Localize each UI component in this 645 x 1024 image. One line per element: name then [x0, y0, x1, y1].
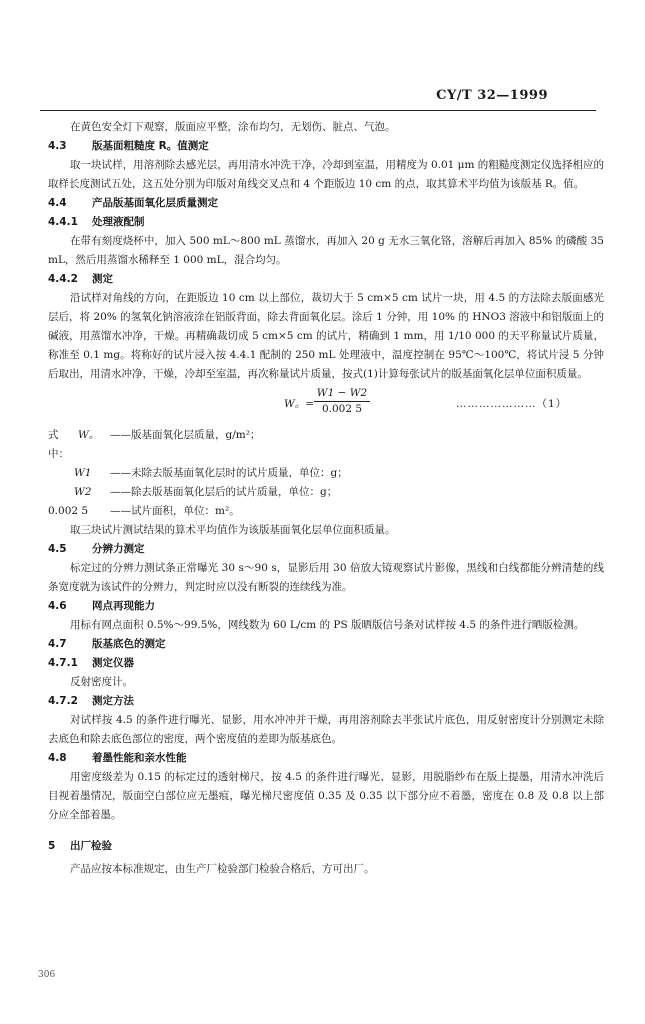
standard-number: CY/T 32—1999	[436, 88, 548, 103]
legend-symbol: W。	[78, 429, 100, 441]
section-title: 版基底色的测定	[92, 638, 166, 650]
paragraph-intro: 在黄色安全灯下观察，版面应平整，涂布均匀，无划伤、脏点、气泡。	[70, 121, 396, 133]
legend-row	[48, 502, 604, 521]
section-4-7-1-heading	[48, 654, 604, 673]
legend-row	[48, 464, 604, 483]
document-body	[48, 118, 604, 879]
paragraph-4-3: 取一块试样，用溶剂除去感光层，再用清水冲洗干净，冷却到室温，用精度为 0.01 μm 的粗糙度测定仪选择相应的取样长度测试五处，这五处分别为印版对角线交叉点和 4 个距版边 10 cm 的点，取其算术平均值为该版基 R。值。	[48, 159, 604, 190]
legend-symbol: W2	[74, 486, 92, 498]
formula-numerator: W1 − W2	[314, 386, 370, 402]
legend-description: ——除去版基面氧化层后的试片质量，单位：g；	[110, 486, 338, 498]
legend-symbol: 0.002 5	[48, 505, 89, 517]
section-title: 产品版基面氧化层质量测定	[92, 197, 218, 209]
section-number: 4.4.2	[48, 273, 78, 285]
section-number: 4.5	[48, 543, 67, 555]
section-title: 处理液配制	[92, 216, 145, 228]
section-4-8-heading	[48, 749, 604, 768]
section-title: 测定	[92, 273, 113, 285]
formula-denominator: 0.002 5	[321, 403, 363, 415]
section-4-4-heading	[48, 194, 604, 213]
section-number: 4.8	[48, 752, 67, 764]
section-number: 4.7.2	[48, 695, 78, 707]
legend-description: ——版基面氧化层质量，g/m²；	[110, 429, 261, 441]
section-number: 4.7	[48, 638, 67, 650]
section-number: 4.3	[48, 140, 67, 152]
paragraph-5: 产品应按本标准规定，由生产厂检验部门检验合格后，方可出厂。	[70, 863, 375, 875]
paragraph-4-4-2: 沿试样对角线的方向，在距版边 10 cm 以上部位，裁切大于 5 cm×5 cm 试片一块，用 4.5 的方法除去版面感光层后，将 20% 的氢氧化钠溶液涂在铝版背面，除去背面氧化层。涂后 1 分钟，用 10% 的 HNO3 溶液中和铝版面上的碱液，用蒸馏水冲净，干燥。再精确裁切成 5 cm×5 cm 的试片，精确到 1 mm，用 1/10 000 的天平称量试片质量，称准至 0.1 mg。将称好的试片浸入按 4.4.1 配制的 250 mL 处理液中，温度控制在 95℃～100℃，将试片浸 5 分钟后取出，用清水冲净，干燥，冷却至室温，再次称量试片质量，按式(1)计算每张试片的版基面氧化层单位面积质量。	[48, 292, 604, 380]
section-number: 4.7.1	[48, 657, 78, 669]
section-4-4-1-heading	[48, 213, 604, 232]
section-title: 分辨力测定	[92, 543, 145, 555]
paragraph-4-7-2: 对试样按 4.5 的条件进行曝光、显影，用水冲冲并干燥，再用溶剂除去半张试片底色，用反射密度计分别测定未除去底色和除去底色部位的密度，两个密度值的差即为版基底色。	[48, 714, 604, 745]
section-5-heading	[48, 837, 604, 856]
section-4-7-heading	[48, 635, 604, 654]
section-title: 测定方法	[92, 695, 134, 707]
legend-description: ——试片面积，单位：m²。	[110, 505, 240, 517]
formula-1	[48, 386, 604, 422]
section-title: 版基面粗糙度 R。值测定	[92, 140, 209, 152]
section-4-3-heading	[48, 137, 604, 156]
formula-number: …………………（1）	[456, 398, 568, 410]
section-4-7-2-heading	[48, 692, 604, 711]
formula-fraction	[314, 386, 370, 417]
paragraph-4-5: 标定过的分辨力测试条正常曝光 30 s～90 s，显影后用 30 倍放大镜观察试片影像，黑线和白线都能分辨清楚的线条宽度就为该试件的分辨力，判定时应以没有断裂的连续线为准。	[48, 562, 604, 593]
legend-symbol: W1	[74, 467, 92, 479]
paragraph-4-4-2-end: 取三块试片测试结果的算术平均值作为该版基面氧化层单位面积质量。	[70, 524, 396, 536]
formula-lhs: W。=	[284, 398, 315, 410]
legend-intro: 式中：	[48, 429, 69, 460]
section-4-6-heading	[48, 597, 604, 616]
section-title: 网点再现能力	[92, 600, 155, 612]
section-title: 出厂检验	[70, 840, 112, 852]
section-title: 着墨性能和亲水性能	[92, 752, 187, 764]
paragraph-4-4-1: 在带有刻度烧杯中，加入 500 mL～800 mL 蒸馏水，再加入 20 g 无水三氧化铬，溶解后再加入 85% 的磷酸 35 mL，然后用蒸馏水稀释至 1 000 mL，混合均匀。	[48, 235, 604, 266]
paragraph-4-8: 用密度级差为 0.15 的标定过的透射梯尺，按 4.5 的条件进行曝光、显影，用脱脂纱布在版上提墨，用清水冲洗后目视着墨情况，版面空白部位应无墨痕，曝光梯尺密度值 0.35 及 0.35 以下部分应不着墨，密度在 0.8 及 0.8 以上部分应全部着墨。	[48, 771, 604, 821]
section-number: 5	[48, 840, 56, 852]
section-title: 测定仪器	[92, 657, 134, 669]
legend-description: ——未除去版基面氧化层时的试片质量，单位：g；	[110, 467, 348, 479]
formula-legend	[48, 426, 604, 521]
page-header	[40, 88, 596, 111]
legend-row	[48, 483, 604, 502]
section-number: 4.6	[48, 600, 67, 612]
section-number: 4.4	[48, 197, 67, 209]
section-number: 4.4.1	[48, 216, 78, 228]
legend-row	[48, 426, 604, 464]
paragraph-4-7-1: 反射密度计。	[70, 676, 133, 688]
section-4-4-2-heading	[48, 270, 604, 289]
paragraph-4-6: 用标有网点面积 0.5%～99.5%，网线数为 60 L/cm 的 PS 版晒版信号条对试样按 4.5 的条件进行晒版检测。	[70, 619, 585, 631]
page-number: 306	[38, 970, 56, 980]
section-4-5-heading	[48, 540, 604, 559]
